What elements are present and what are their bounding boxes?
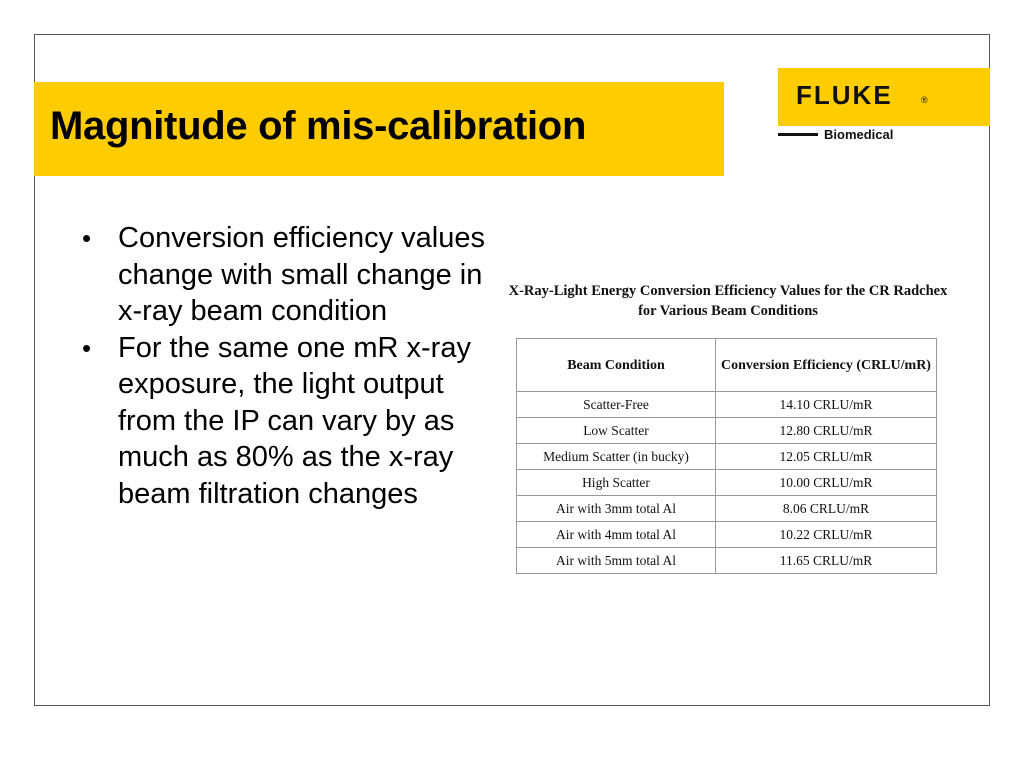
table-header-row (517, 339, 937, 392)
cell-efficiency: 8.06 CRLU/mR (716, 496, 937, 522)
column-header-beam-condition: Beam Condition (517, 339, 716, 392)
bullet-item (80, 220, 500, 330)
cell-efficiency: 14.10 CRLU/mR (716, 392, 937, 418)
conversion-efficiency-table (516, 338, 937, 574)
cell-beam-condition: High Scatter (517, 470, 716, 496)
cell-efficiency: 10.22 CRLU/mR (716, 522, 937, 548)
cell-efficiency: 10.00 CRLU/mR (716, 470, 937, 496)
cell-beam-condition: Medium Scatter (in bucky) (517, 444, 716, 470)
bullet-item (80, 330, 500, 513)
cell-efficiency: 11.65 CRLU/mR (716, 548, 937, 574)
table-row (517, 470, 937, 496)
biomedical-logo-text: Biomedical (824, 127, 894, 142)
table-row (517, 496, 937, 522)
cell-beam-condition: Air with 4mm total Al (517, 522, 716, 548)
bullet-marker: • (82, 332, 92, 363)
table-row (517, 522, 937, 548)
fluke-logo-text: FLUKE (796, 80, 893, 110)
table-row (517, 548, 937, 574)
cell-beam-condition: Air with 3mm total Al (517, 496, 716, 522)
cell-efficiency: 12.80 CRLU/mR (716, 418, 937, 444)
bullet-text: Conversion efficiency values change with small change in x-ray beam condition (118, 222, 485, 327)
table-row (517, 418, 937, 444)
cell-beam-condition: Low Scatter (517, 418, 716, 444)
logo-rule (778, 133, 818, 136)
registered-mark: ® (921, 95, 928, 105)
cell-efficiency: 12.05 CRLU/mR (716, 444, 937, 470)
table-row (517, 444, 937, 470)
column-header-conversion-efficiency: Conversion Efficiency (CRLU/mR) (716, 339, 937, 392)
cell-beam-condition: Scatter-Free (517, 392, 716, 418)
bullet-marker: • (82, 223, 92, 253)
table-row (517, 392, 937, 418)
bullet-list (80, 220, 500, 512)
bullet-text: For the same one mR x-ray exposure, the light output from the IP can vary by as much as 80% as the x-ray beam filtration changes (118, 331, 471, 510)
cell-beam-condition: Air with 5mm total Al (517, 548, 716, 574)
table-title: X-Ray-Light Energy Conversion Efficiency Values for the CR Radchex for Various Beam Conditions (508, 283, 948, 319)
slide-title: Magnitude of mis-calibration (50, 104, 587, 148)
